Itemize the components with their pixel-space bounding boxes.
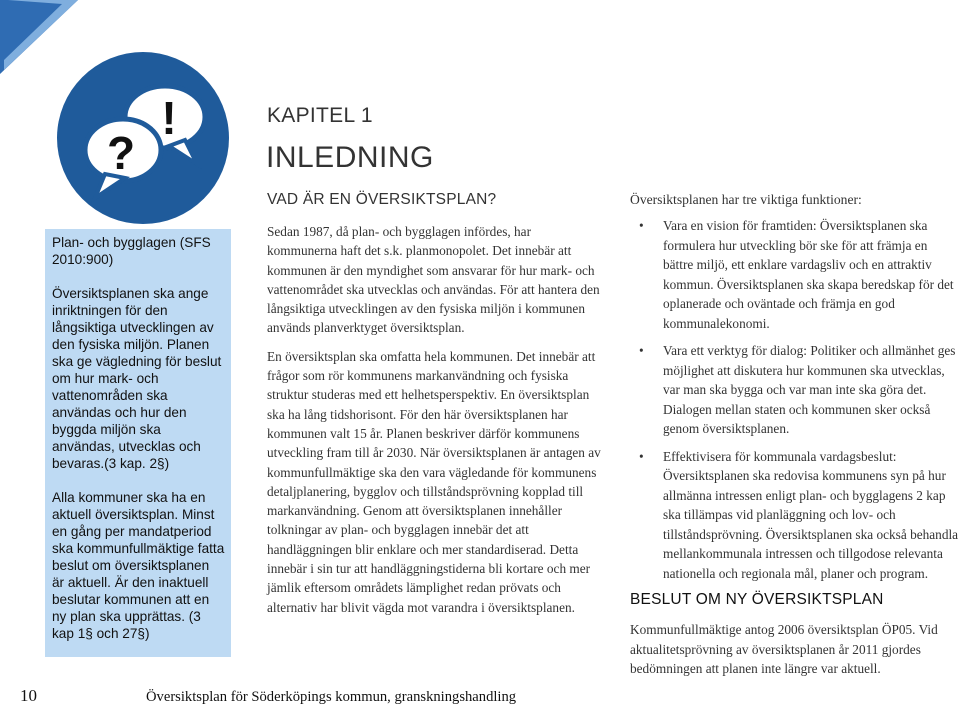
list-item-text: Vara ett verktyg för dialog: Politiker och allmänhet ges möjlighet att diskutera hur kommunen ska utvecklas, var man ska bygga och var man inte ska göra det. Dialogen mellan staten och kommunen sker också genom översiktsplanen. [663, 343, 956, 436]
speech-bubbles-question-exclamation-icon [57, 52, 229, 224]
functions-intro: Översiktsplanen har tre viktiga funktioner: [630, 192, 862, 207]
chapter-label: KAPITEL 1 [267, 104, 373, 127]
section-heading-what: VAD ÄR EN ÖVERSIKTSPLAN? [267, 191, 497, 208]
list-item [630, 216, 960, 333]
list-item [630, 341, 960, 439]
bullet: • [639, 448, 644, 464]
legal-sidebar [45, 229, 231, 657]
page-number: 10 [20, 686, 37, 705]
question-glyph: ? [106, 127, 136, 179]
section-body-what [267, 222, 602, 626]
section-heading-beslut: BESLUT OM NY ÖVERSIKTSPLAN [630, 591, 884, 608]
exclamation-glyph: ! [161, 92, 177, 144]
body-paragraph: En översiktsplan ska omfatta hela kommunen. Det innebär att frågor som rör kommunens markanvändning och fysiska struktur studeras med ett helhetsperspektiv. En översiktsplan ska ha lång tidshorisont. För den här översiktsplanen har kommunen valt 15 år. Planen beskriver därför kommunens utveckling fram till år 2030. När översiktsplanen är antagen av kommunfullmäktige ska den vara vägledande för kommunens detaljplanering, bygglov och tillståndsprövning kopplad till markanvändning. Genom att översiktsplanen innehåller tolkningar av plan- och bygglagen innebär det att handläggningen blir enklare och mer standardiserad. Detta innebär i sin tur att handläggningstiderna bli kortare och mer jämlik eftersom områdets lämplighet redan prövats och alternativ har blivit vägda mot varandra i översiktsplanen. [267, 348, 601, 615]
chapter-title: INLEDNING [266, 141, 434, 174]
functions-list-container [630, 216, 960, 591]
functions-list [630, 216, 960, 583]
sidebar-paragraph: Alla kommuner ska ha en aktuell översiktsplan. Minst en gång per mandatperiod ska kommunfullmäktige fatta beslut om översiktsplanen är aktuell. Är den inaktuell beslutar kommunen att en ny plan ska upprättas. (3 kap 1§ och 27§) [52, 490, 225, 641]
footer-text: Översiktsplan för Söderköpings kommun, granskningshandling [146, 689, 517, 705]
bullet: • [639, 343, 644, 358]
list-item [630, 447, 960, 584]
list-item-text: Effektivisera för kommunala vardagsbeslut: Översiktsplanen ska redovisa kommunens syn på hur allmänna intressen enligt plan- och bygglagens 2 kap ska tillämpas vid planläggning och lov- och tillståndsprövning. Översiktsplanen ska också behandla mellankommunala intressen och tillgodose relevanta nationella och regionala mål, planer och program. [663, 448, 959, 581]
section-body-beslut: Kommunfullmäktige antog 2006 översiktsplan ÖP05. Vid aktualitetsprövning av översiktsplanen år 2011 gjordes bedömningen att planen inte längre var aktuell. [630, 622, 938, 676]
list-item-text: Vara en vision för framtiden: Översiktsplanen ska formulera hur utveckling bör ske för att främja en bättre miljö, ett enklare vardagsliv och en attraktiv kommun. Översiktsplanen ska skapa beredskap för det oplanerade och oväntade och främja en god kommunalekonomi. [663, 218, 954, 331]
sidebar-paragraph: Plan- och bygglagen (SFS 2010:900) [52, 235, 211, 267]
sidebar-paragraph: Översiktsplanen ska ange inriktningen för den långsiktiga utvecklingen av den fysiska miljön. Planen ska ge vägledning för beslut om hur mark- och vattenområden ska användas och hur den byggda miljön ska användas, utvecklas och bevaras.(3 kap. 2§) [52, 286, 222, 471]
bullet: • [639, 218, 644, 233]
body-paragraph: Sedan 1987, då plan- och bygglagen infördes, har kommunerna haft det s.k. planmonopolet. Det innebär att kommunen är den myndighet som ansvarar för hur mark- och vattenområdet ska utvecklas och användas. För att hantera den långsiktiga utvecklingen av den fysiska miljön i kommunen används planverktyget översiktsplan. [267, 224, 600, 336]
